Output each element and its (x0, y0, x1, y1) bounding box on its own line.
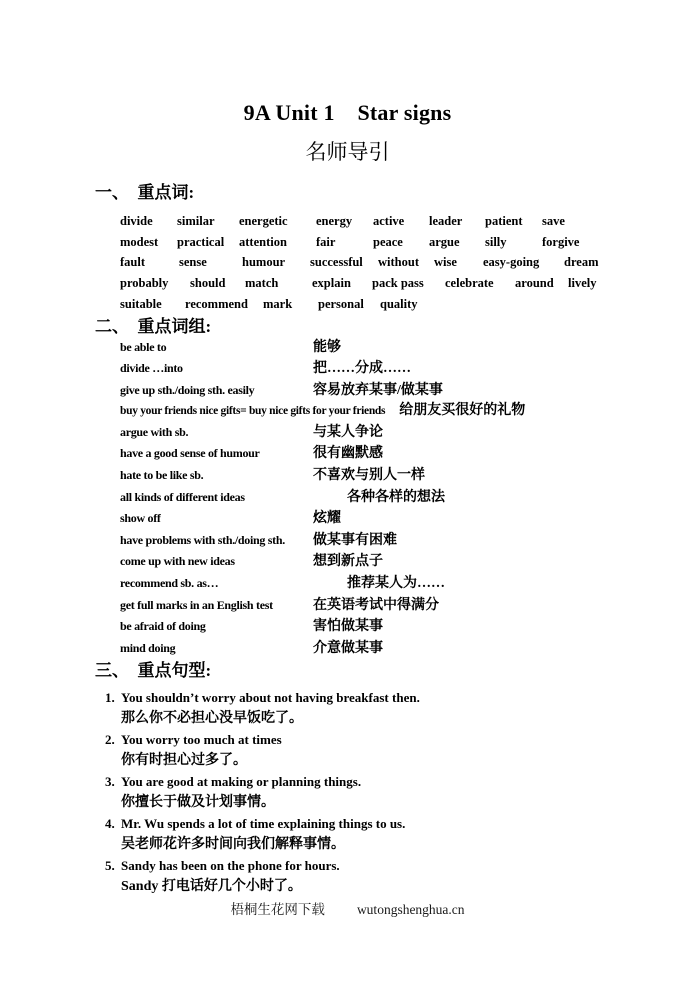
phrase-row (120, 401, 695, 422)
sentence-english-line (105, 855, 695, 876)
word: match (245, 276, 279, 291)
phrase-row (120, 530, 695, 552)
phrase-english: argue with sb. (120, 424, 189, 439)
sentence-item (105, 855, 695, 897)
sentence-item (105, 687, 695, 729)
word: easy-going (483, 255, 540, 270)
word: suitable (120, 296, 162, 311)
phrase-english: mind doing (120, 640, 176, 655)
sentence-english: You worry too much at times (121, 732, 282, 748)
word-row (120, 294, 695, 315)
phrase-row (120, 422, 695, 444)
word-row (120, 273, 695, 294)
document-title: 9A Unit 1 Star signs (243, 100, 452, 125)
phrase-english: come up with new ideas (120, 554, 235, 569)
word: probably (120, 276, 169, 291)
sentence-english: You are good at making or planning things. (121, 774, 362, 790)
phrase-english: get full marks in an English test (120, 597, 273, 612)
phrase-english: all kinds of different ideas (120, 489, 245, 504)
phrase-english: show off (120, 511, 161, 526)
phrase-row (120, 616, 695, 638)
word: celebrate (445, 276, 494, 291)
phrase-chinese: 想到新点子 (313, 554, 383, 570)
word: modest (120, 234, 159, 249)
sentence-number: 3. (105, 774, 115, 790)
page-footer (0, 901, 695, 919)
phrase-english: recommend sb. as… (120, 576, 219, 591)
word: without (378, 255, 419, 270)
sentence-chinese: 那么你不必担心没早饭吃了。 (121, 711, 303, 727)
phrase-chinese: 做某事有困难 (313, 532, 397, 548)
word: humour (242, 255, 286, 270)
word: attention (239, 234, 287, 249)
word: fault (120, 255, 145, 270)
phrase-english: divide …into (120, 361, 183, 376)
sentence-english-line (105, 771, 695, 792)
sentence-chinese: 你擅长于做及计划事情。 (121, 795, 275, 811)
phrase-row (120, 337, 695, 359)
sentence-english: You shouldn’t worry about not having breakfast then. (121, 690, 420, 706)
sentence-item (105, 729, 695, 771)
sentence-number: 4. (105, 816, 115, 832)
word: mark (263, 296, 293, 311)
footer-site-name: 梧桐生花网下载 (230, 902, 325, 917)
phrase-chinese: 介意做某事 (313, 640, 383, 656)
sentence-item (105, 813, 695, 855)
word: explain (312, 276, 351, 291)
sentence-chinese: Sandy 打电话好几个小时了。 (121, 879, 302, 895)
word: recommend (185, 296, 248, 311)
sentence-english: Mr. Wu spends a lot of time explaining things to us. (121, 816, 406, 832)
phrase-english: have a good sense of humour (120, 446, 260, 461)
word: energetic (239, 214, 288, 228)
phrase-english: be able to (120, 339, 167, 354)
word: peace (373, 234, 403, 249)
word: argue (429, 234, 460, 249)
word: active (373, 214, 405, 228)
word: sense (179, 255, 207, 270)
phrase-chinese: 推荐某人为…… (347, 576, 445, 592)
phrase-chinese: 容易放弃某事/做某事 (313, 382, 443, 398)
word: wise (434, 255, 457, 270)
sentence-number: 5. (105, 858, 115, 874)
phrase-row (120, 465, 695, 487)
phrase-english: have problems with sth./doing sth. (120, 532, 285, 547)
word: should (190, 276, 226, 291)
phrase-chinese: 在英语考试中得满分 (313, 597, 439, 613)
phrase-row (120, 443, 695, 465)
sentence-number: 1. (105, 690, 115, 706)
phrase-row (120, 380, 695, 402)
phrase-chinese: 不喜欢与别人一样 (313, 468, 425, 484)
document-subtitle: 名师导引 (305, 141, 390, 164)
phrase-chinese: 炫耀 (313, 511, 341, 527)
sentence-number: 2. (105, 732, 115, 748)
sentence-english-line (105, 729, 695, 750)
phrase-row (120, 487, 695, 509)
key-words-list (0, 211, 695, 315)
sentence-chinese: 你有时担心过多了。 (121, 753, 247, 769)
word: silly (485, 234, 507, 249)
phrase-row (120, 573, 695, 595)
phrase-chinese: 把……分成…… (313, 361, 411, 377)
phrase-english: buy your friends nice gifts= buy nice gifts for your friends (120, 405, 386, 418)
phrase-row (120, 595, 695, 617)
phrase-row (120, 551, 695, 573)
word: practical (177, 234, 225, 249)
section-heading-key-words: 一、 重点词: (95, 183, 195, 202)
key-sentences-list (0, 687, 695, 897)
word: fair (316, 234, 336, 249)
word: personal (318, 296, 364, 311)
sentence-english: Sandy has been on the phone for hours. (121, 858, 340, 874)
section-heading-key-sentences: 三、 重点句型: (95, 661, 212, 681)
phrase-row (120, 358, 695, 380)
word: save (542, 214, 565, 228)
phrase-row (120, 508, 695, 530)
word: forgive (542, 234, 580, 249)
key-phrases-list (0, 337, 695, 660)
phrase-chinese: 能够 (313, 339, 341, 355)
word: around (515, 276, 554, 291)
word: quality (380, 296, 418, 311)
phrase-english: hate to be like sb. (120, 468, 204, 483)
phrase-chinese: 各种各样的想法 (347, 489, 445, 505)
word: lively (568, 276, 597, 291)
sentence-chinese: 吴老师花许多时间向我们解释事情。 (121, 837, 345, 853)
word: patient (485, 214, 523, 228)
word: energy (316, 214, 353, 228)
phrase-english: give up sth./doing sth. easily (120, 382, 255, 397)
word: dream (564, 255, 599, 270)
phrase-row (120, 638, 695, 660)
word-row (120, 252, 695, 273)
sentence-english-line (105, 813, 695, 834)
footer-site-url: wutongshenghua.cn (356, 902, 465, 917)
word: leader (429, 214, 463, 228)
word: pack pass (372, 276, 424, 291)
phrase-chinese: 很有幽默感 (313, 446, 383, 462)
sentence-item (105, 771, 695, 813)
word: divide (120, 214, 153, 228)
phrase-english: be afraid of doing (120, 619, 206, 634)
phrase-chinese: 与某人争论 (313, 424, 383, 440)
word: successful (310, 255, 363, 270)
word-row (120, 211, 695, 232)
word: similar (177, 214, 215, 228)
section-heading-key-phrases: 二、 重点词组: (95, 316, 212, 336)
sentence-english-line (105, 687, 695, 708)
phrase-chinese: 给朋友买很好的礼物 (399, 403, 526, 419)
word-row (120, 232, 695, 253)
phrase-chinese: 害怕做某事 (313, 619, 383, 635)
